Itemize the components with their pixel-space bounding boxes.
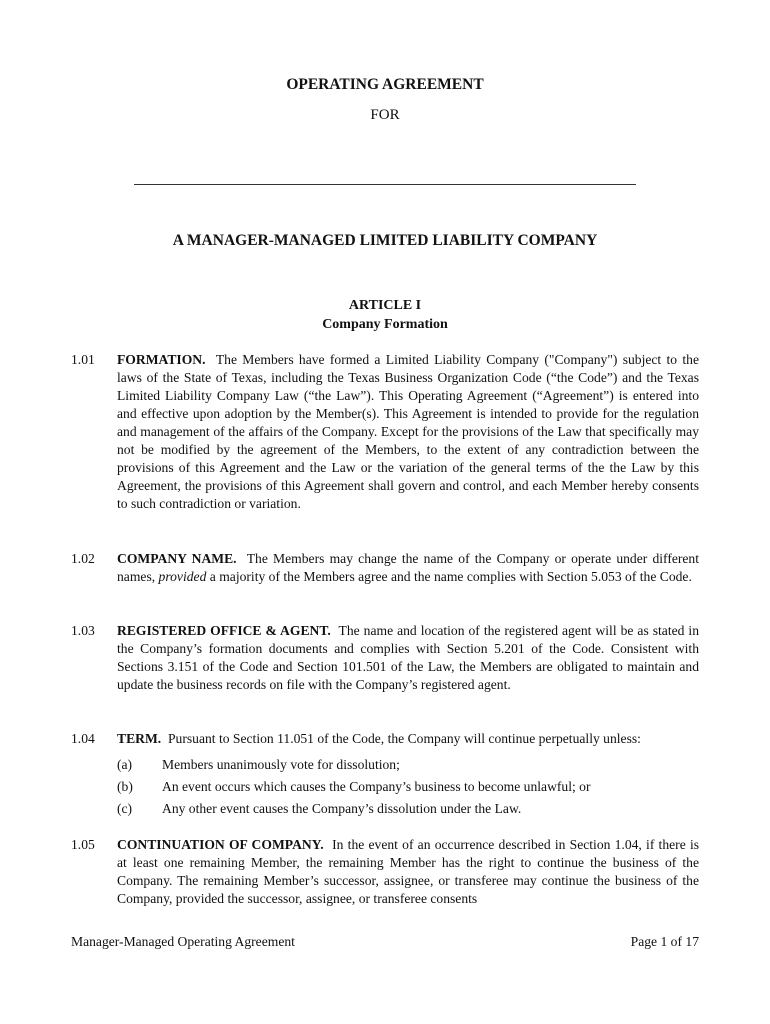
company-type-heading: A MANAGER-MANAGED LIMITED LIABILITY COMPANY <box>172 232 598 249</box>
section-1-01 <box>71 351 699 513</box>
list-item-marker: (c) <box>117 801 133 816</box>
section-text: Pursuant to Section 11.051 of the Code, the Company will continue perpetually unless: <box>167 731 641 746</box>
list-item-text: Any other event causes the Company’s dissolution under the Law. <box>162 801 522 816</box>
section-body <box>117 550 699 586</box>
section-1-02 <box>71 550 699 586</box>
section-text: The name and location of the registered agent will be as stated in the Company’s formation documents and complies with Section 5.201 of the Code. Consistent with Sections 3.151 of the Code and Section 101.501 of the Law, the Members are obligated to maintain and update the business records on file with the Company’s registered agent. <box>117 623 700 692</box>
title-for: FOR <box>370 107 400 123</box>
section-body <box>117 730 699 748</box>
section-heading: CONTINUATION OF COMPANY. <box>117 837 324 852</box>
list-item-marker: (a) <box>117 757 133 772</box>
section-1-05 <box>71 836 699 908</box>
section-body <box>117 351 699 513</box>
footer-page-number: Page 1 of 17 <box>630 934 699 949</box>
section-body <box>117 622 699 694</box>
section-1-03 <box>71 622 699 694</box>
section-number: 1.04 <box>71 731 95 746</box>
article-number: ARTICLE I <box>348 298 422 313</box>
section-text: In the event of an occurrence described in Section 1.04, if there is at least one remaining Member, the remaining Member has the right to continue the business of the Company. The remaining Member’s successor, assignee, or transferee may continue the business of the Company, provided the successor, assignee, or transferee consents <box>117 837 700 906</box>
list-item-text: An event occurs which causes the Company’s business to become unlawful; or <box>162 779 591 794</box>
section-number: 1.02 <box>71 551 95 566</box>
section-text-continued: a majority of the Members agree and the name complies with Section 5.053 of the Code. <box>209 569 692 584</box>
list-item-marker: (b) <box>117 779 133 794</box>
list-item-text: Members unanimously vote for dissolution; <box>162 757 400 772</box>
section-text: The Members have formed a Limited Liability Company ("Company") subject to the laws of the State of Texas, including the Texas Business Organization Code (“the Code”) and the Texas Limited Liability Company Law (“the Law”). This Operating Agreement (“Agreement”) is entered into and effective upon adoption by the Member(s). This Agreement is intended to provide for the regulation and management of the affairs of the Company. Except for the provisions of the Law that specifically may not be modified by the agreement of the Members, to the extent of any contradiction between the provisions of this Agreement and the Law or the variation of the general terms of the the Law by this Agreement, the provisions of this Agreement shall govern and control, and each Member hereby consents to such contradiction or variation. <box>117 352 699 511</box>
section-number: 1.03 <box>71 623 95 638</box>
section-text: The Members may change the name of the Company or operate under different names, <box>117 551 700 584</box>
list-item <box>117 778 699 800</box>
section-heading: COMPANY NAME. <box>117 551 237 566</box>
section-heading: TERM. <box>117 731 162 746</box>
section-text-italic: provided <box>158 569 207 584</box>
section-number: 1.01 <box>71 352 95 367</box>
document-title: OPERATING AGREEMENT <box>286 76 484 93</box>
section-heading: FORMATION. <box>117 352 206 367</box>
list-item <box>117 756 699 778</box>
company-name-blank-line <box>134 184 636 185</box>
term-sublist <box>117 756 699 822</box>
article-name: Company Formation <box>322 317 448 332</box>
footer-document-name: Manager-Managed Operating Agreement <box>71 934 295 949</box>
section-heading: REGISTERED OFFICE & AGENT. <box>117 623 331 638</box>
section-number: 1.05 <box>71 837 95 852</box>
section-1-04 <box>71 730 699 748</box>
section-body <box>117 836 699 908</box>
list-item <box>117 800 699 822</box>
